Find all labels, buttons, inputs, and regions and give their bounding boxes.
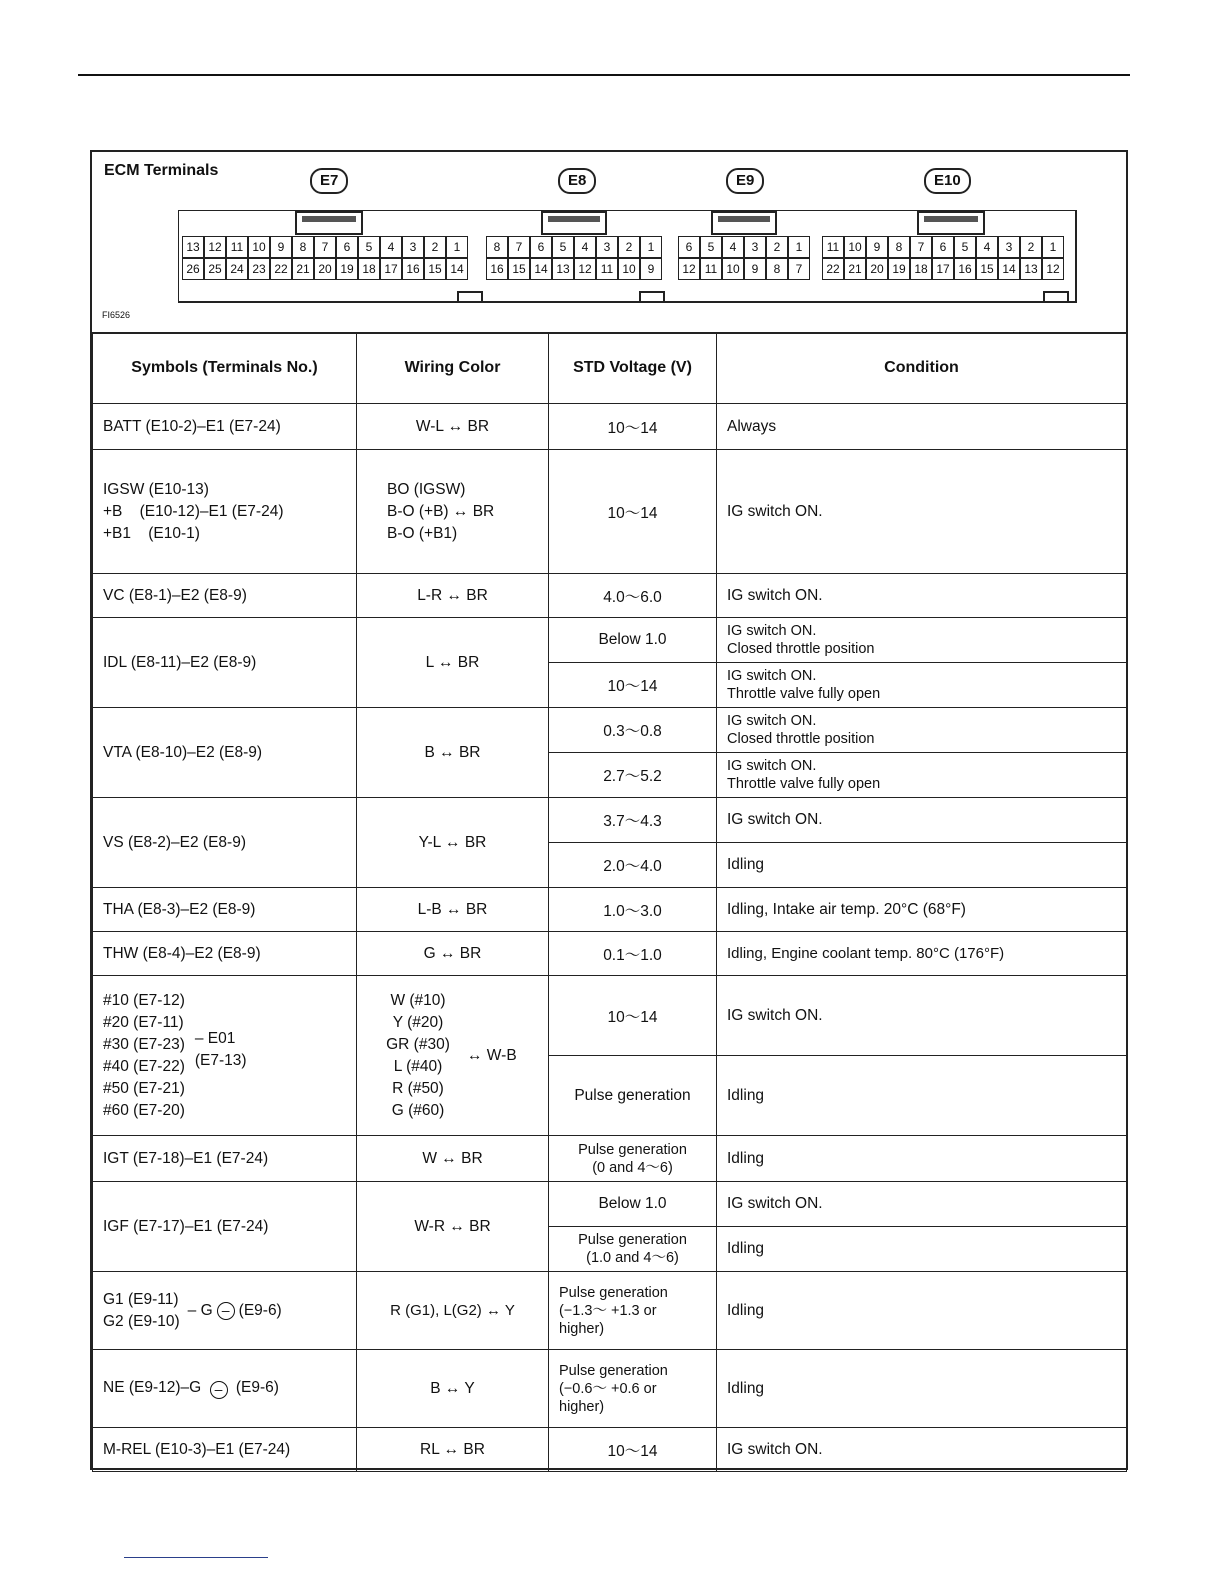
connector-pin: 3 [998, 236, 1020, 258]
condition-line: IG switch ON. [727, 668, 817, 684]
connector-pin: 11 [226, 236, 248, 258]
connector-pin: 6 [530, 236, 552, 258]
voltage-line: (−0.6～ +0.6 or [559, 1380, 657, 1397]
connector-pin: 3 [744, 236, 766, 258]
symbol-line: #20 (E7-11) [103, 1013, 184, 1031]
wiring-line: GR (#30) [386, 1035, 450, 1053]
connector-pin: 5 [700, 236, 722, 258]
cell-condition [717, 663, 1127, 708]
connector-pin: 10 [844, 236, 866, 258]
symbol-line: IGSW (E10-13) [103, 480, 209, 498]
connector-pin: 2 [424, 236, 446, 258]
cell-symbol: IGF (E7-17)–E1 (E7-24) [93, 1182, 357, 1272]
injector-wiring-list [373, 990, 463, 1122]
injector-ground [195, 1028, 247, 1072]
table-row-vta [93, 708, 1127, 753]
cell-condition: Idling [717, 1136, 1127, 1182]
injector-list [103, 990, 185, 1122]
connector-pin: 1 [640, 236, 662, 258]
connector-pin: 12 [678, 258, 700, 280]
connector-pin: 12 [204, 236, 226, 258]
cell-symbol: IGT (E7-18)–E1 (E7-24) [93, 1136, 357, 1182]
connector-pin: 3 [596, 236, 618, 258]
table-row-vs [93, 798, 1127, 843]
cell-voltage [549, 1350, 717, 1428]
connector-pin: 13 [182, 236, 204, 258]
connector-pin: 4 [574, 236, 596, 258]
ground-terminal: (E9-6) [235, 1378, 279, 1396]
connector-pin: 19 [336, 258, 358, 280]
voltage-line: (−1.3～ +1.3 or [559, 1302, 657, 1319]
voltage-line: Pulse generation [559, 1284, 668, 1301]
cell-voltage: 0.1～1.0 [549, 932, 717, 976]
connector-pin: 15 [424, 258, 446, 280]
wiring-line: G (#60) [391, 1101, 445, 1119]
connector-pin: 9 [270, 236, 292, 258]
col-header-symbols: Symbols (Terminals No.) [93, 333, 357, 404]
cell-wiring: L-B ↔ BR [357, 888, 549, 932]
connector-pin: 8 [292, 236, 314, 258]
cell-condition: IG switch ON. [717, 1182, 1127, 1227]
cell-voltage: 10～14 [549, 663, 717, 708]
voltage-line: Pulse generation [578, 1141, 687, 1158]
connector-label-e10: E10 [924, 168, 971, 194]
connector-pin: 10 [722, 258, 744, 280]
connector-label-e7: E7 [310, 168, 348, 194]
cell-voltage: 10～14 [549, 976, 717, 1056]
cell-voltage: Below 1.0 [549, 618, 717, 663]
connector-pin: 8 [888, 236, 910, 258]
condition-line: Throttle valve fully open [727, 686, 881, 702]
connector-pin: 18 [910, 258, 932, 280]
table-row-ne [93, 1350, 1127, 1428]
connector-pin: 22 [270, 258, 292, 280]
voltage-line: higher) [559, 1398, 605, 1415]
symbol-line: G2 (E9-10) [103, 1312, 180, 1330]
connector-e8-pins [486, 236, 662, 280]
condition-line: IG switch ON. [727, 713, 817, 729]
cell-symbol: VS (E8-2)–E2 (E8-9) [93, 798, 357, 888]
cell-condition: Idling [717, 1056, 1127, 1136]
cell-symbol: THW (E8-4)–E2 (E8-9) [93, 932, 357, 976]
cell-symbol: VTA (E8-10)–E2 (E8-9) [93, 708, 357, 798]
connector-pin: 6 [932, 236, 954, 258]
symbol-line: #50 (E7-21) [103, 1079, 185, 1097]
connector-pin: 4 [722, 236, 744, 258]
connector-e7-pins [182, 236, 468, 280]
col-header-wiring-color: Wiring Color [357, 333, 549, 404]
condition-line: Closed throttle position [727, 731, 875, 747]
wiring-line: Y (#20) [392, 1013, 444, 1031]
connector-pin: 12 [574, 258, 596, 280]
negative-circle-icon: – [210, 1381, 228, 1399]
connector-label-e8: E8 [558, 168, 596, 194]
cell-condition: Idling [717, 1350, 1127, 1428]
connector-pin: 10 [618, 258, 640, 280]
connector-pin: 11 [822, 236, 844, 258]
wiring-common-ground: ↔ W-B [467, 1046, 517, 1064]
connector-pin: 1 [1042, 236, 1064, 258]
cell-voltage [549, 1136, 717, 1182]
g-symbol-group [103, 1289, 346, 1333]
connector-pin: 17 [380, 258, 402, 280]
connector-pin: 13 [1020, 258, 1042, 280]
table-row-thw [93, 932, 1127, 976]
connector-pin: 16 [954, 258, 976, 280]
cell-voltage: 10～14 [549, 1428, 717, 1472]
cell-condition: IG switch ON. [717, 574, 1127, 618]
cell-symbol: VC (E8-1)–E2 (E8-9) [93, 574, 357, 618]
col-header-condition: Condition [717, 333, 1127, 404]
wiring-line: L (#40) [393, 1057, 443, 1075]
connector-pin: 1 [788, 236, 810, 258]
condition-line: Throttle valve fully open [727, 776, 881, 792]
connector-pin: 15 [976, 258, 998, 280]
connector-pin: 5 [552, 236, 574, 258]
cell-wiring [357, 976, 549, 1136]
connector-pin: 2 [766, 236, 788, 258]
connector-pin: 4 [976, 236, 998, 258]
cell-condition: IG switch ON. [717, 450, 1127, 574]
table-row-idl [93, 618, 1127, 663]
connector-pin: 3 [402, 236, 424, 258]
cell-symbol [93, 1272, 357, 1350]
connector-pin: 18 [358, 258, 380, 280]
connector-pin: 7 [314, 236, 336, 258]
connector-pin: 10 [248, 236, 270, 258]
table-row-injectors [93, 976, 1127, 1056]
cell-wiring: L ↔ BR [357, 618, 549, 708]
cell-condition: Always [717, 404, 1127, 450]
connector-pin: 6 [678, 236, 700, 258]
cell-condition [717, 708, 1127, 753]
ground-symbol: – G [187, 1301, 213, 1319]
cell-wiring: B ↔ BR [357, 708, 549, 798]
connector-pin: 4 [380, 236, 402, 258]
cell-condition: Idling, Intake air temp. 20°C (68°F) [717, 888, 1127, 932]
connector-pin: 23 [248, 258, 270, 280]
connector-pin: 15 [508, 258, 530, 280]
cell-condition: IG switch ON. [717, 976, 1127, 1056]
cell-symbol: M-REL (E10-3)–E1 (E7-24) [93, 1428, 357, 1472]
connector-pin: 21 [844, 258, 866, 280]
table-row-igf [93, 1182, 1127, 1227]
connector-pin: 2 [618, 236, 640, 258]
top-rule [78, 74, 1130, 76]
wiring-line: BO (IGSW) [387, 480, 466, 498]
connector-pin: 9 [744, 258, 766, 280]
connector-pin: 11 [596, 258, 618, 280]
connector-pin: 21 [292, 258, 314, 280]
cell-condition: Idling [717, 1227, 1127, 1272]
symbol-line: +B (E10-12)–E1 (E7-24) [103, 502, 284, 520]
cell-wiring: Y-L ↔ BR [357, 798, 549, 888]
cell-wiring: R (G1), L(G2) ↔ Y [357, 1272, 549, 1350]
connector-pin: 25 [204, 258, 226, 280]
cell-voltage: Below 1.0 [549, 1182, 717, 1227]
table-header-row [93, 333, 1127, 404]
bottom-rule [124, 1557, 268, 1558]
injector-wiring-group [373, 990, 538, 1122]
cell-wiring: G ↔ BR [357, 932, 549, 976]
table-row-tha [93, 888, 1127, 932]
symbol-line: #40 (E7-22) [103, 1057, 185, 1075]
connector-pin: 7 [508, 236, 530, 258]
cell-condition: Idling [717, 843, 1127, 888]
connector-pin: 14 [998, 258, 1020, 280]
connector-pin: 7 [910, 236, 932, 258]
connector-pin: 2 [1020, 236, 1042, 258]
cell-wiring: B ↔ Y [357, 1350, 549, 1428]
symbol-line: G1 (E9-11) [103, 1290, 179, 1308]
wiring-line: W (#10) [390, 991, 446, 1009]
cell-symbol [93, 976, 357, 1136]
connector-pin: 24 [226, 258, 248, 280]
connector-pin: 14 [446, 258, 468, 280]
table-row-igt [93, 1136, 1127, 1182]
connector-pin: 12 [1042, 258, 1064, 280]
connector-pin: 11 [700, 258, 722, 280]
connector-pin: 17 [932, 258, 954, 280]
cell-voltage: Pulse generation [549, 1056, 717, 1136]
cell-condition [717, 618, 1127, 663]
connector-pin: 8 [486, 236, 508, 258]
connector-pin: 20 [314, 258, 336, 280]
voltage-line: Pulse generation [559, 1362, 668, 1379]
cell-voltage: 3.7～4.3 [549, 798, 717, 843]
cell-voltage [549, 1272, 717, 1350]
connector-pin: 6 [336, 236, 358, 258]
condition-line: Closed throttle position [727, 641, 875, 657]
connector-pin: 5 [358, 236, 380, 258]
injector-symbol-group [103, 990, 346, 1122]
symbol-line: #30 (E7-23) [103, 1035, 185, 1053]
negative-circle-icon: – [217, 1302, 235, 1320]
cell-symbol: IDL (E8-11)–E2 (E8-9) [93, 618, 357, 708]
voltage-line: Pulse generation [578, 1232, 687, 1248]
symbol-line: #10 (E7-12) [103, 991, 185, 1009]
connector-pin: 9 [640, 258, 662, 280]
cell-condition [717, 753, 1127, 798]
connector-e10-pins [822, 236, 1064, 280]
cell-wiring [357, 450, 549, 574]
cell-voltage: 2.7～5.2 [549, 753, 717, 798]
connector-e9-pins [678, 236, 810, 280]
cell-symbol: THA (E8-3)–E2 (E8-9) [93, 888, 357, 932]
cell-voltage: 1.0～3.0 [549, 888, 717, 932]
cell-symbol [93, 450, 357, 574]
table-row-vc [93, 574, 1127, 618]
voltage-line: higher) [559, 1320, 605, 1337]
connector-pin: 22 [822, 258, 844, 280]
table-row-mrel [93, 1428, 1127, 1472]
connector-label-e9: E9 [726, 168, 764, 194]
cell-symbol [93, 1350, 357, 1428]
ecm-connector-diagram [92, 152, 1126, 334]
cell-voltage: 2.0～4.0 [549, 843, 717, 888]
cell-symbol: BATT (E10-2)–E1 (E7-24) [93, 404, 357, 450]
wiring-line: B-O (+B) ↔ BR [387, 502, 495, 520]
condition-line: IG switch ON. [727, 758, 817, 774]
connector-pin: 26 [182, 258, 204, 280]
connector-pin: 1 [446, 236, 468, 258]
voltage-line: (0 and 4～6) [592, 1159, 673, 1176]
cell-voltage: 10～14 [549, 450, 717, 574]
cell-wiring: W-R ↔ BR [357, 1182, 549, 1272]
cell-condition: IG switch ON. [717, 798, 1127, 843]
connector-pin: 7 [788, 258, 810, 280]
cell-wiring: RL ↔ BR [357, 1428, 549, 1472]
cell-voltage: 0.3～0.8 [549, 708, 717, 753]
wiring-line: R (#50) [392, 1079, 444, 1097]
table-row-batt [93, 404, 1127, 450]
condition-line: IG switch ON. [727, 623, 817, 639]
cell-condition: Idling, Engine coolant temp. 80°C (176°F) [717, 932, 1127, 976]
connector-pin: 5 [954, 236, 976, 258]
connector-pin: 16 [402, 258, 424, 280]
connector-pin: 20 [866, 258, 888, 280]
connector-housing [178, 210, 1078, 306]
cell-voltage: 10～14 [549, 404, 717, 450]
cell-wiring: W ↔ BR [357, 1136, 549, 1182]
connector-pin: 14 [530, 258, 552, 280]
cell-voltage: 4.0～6.0 [549, 574, 717, 618]
wiring-line: B-O (+B1) [387, 524, 458, 542]
ecm-terminal-spec-table [92, 332, 1127, 1472]
table-row-igsw [93, 450, 1127, 574]
ground-symbol: – E01 [194, 1029, 236, 1047]
figure-code: FI6526 [102, 310, 131, 320]
cell-condition: IG switch ON. [717, 1428, 1127, 1472]
symbol-text: NE (E9-12)–G [103, 1378, 202, 1396]
connector-pin: 16 [486, 258, 508, 280]
diagram-title: ECM Terminals [104, 162, 219, 179]
g-symbol-list [103, 1289, 180, 1333]
table-row-g [93, 1272, 1127, 1350]
symbol-line: #60 (E7-20) [103, 1101, 185, 1119]
ground-terminal: (E7-13) [194, 1051, 247, 1069]
connector-pin: 19 [888, 258, 910, 280]
ecm-terminals-table-frame [90, 150, 1128, 1470]
cell-voltage [549, 1227, 717, 1272]
symbol-line: +B1 (E10-1) [103, 524, 200, 542]
col-header-std-voltage: STD Voltage (V) [549, 333, 717, 404]
connector-pin: 9 [866, 236, 888, 258]
ground-terminal: (E9-6) [238, 1301, 282, 1319]
connector-pin: 8 [766, 258, 788, 280]
cell-wiring: W-L ↔ BR [357, 404, 549, 450]
cell-condition: Idling [717, 1272, 1127, 1350]
connector-pin: 13 [552, 258, 574, 280]
cell-wiring: L-R ↔ BR [357, 574, 549, 618]
voltage-line: (1.0 and 4～6) [586, 1250, 679, 1266]
